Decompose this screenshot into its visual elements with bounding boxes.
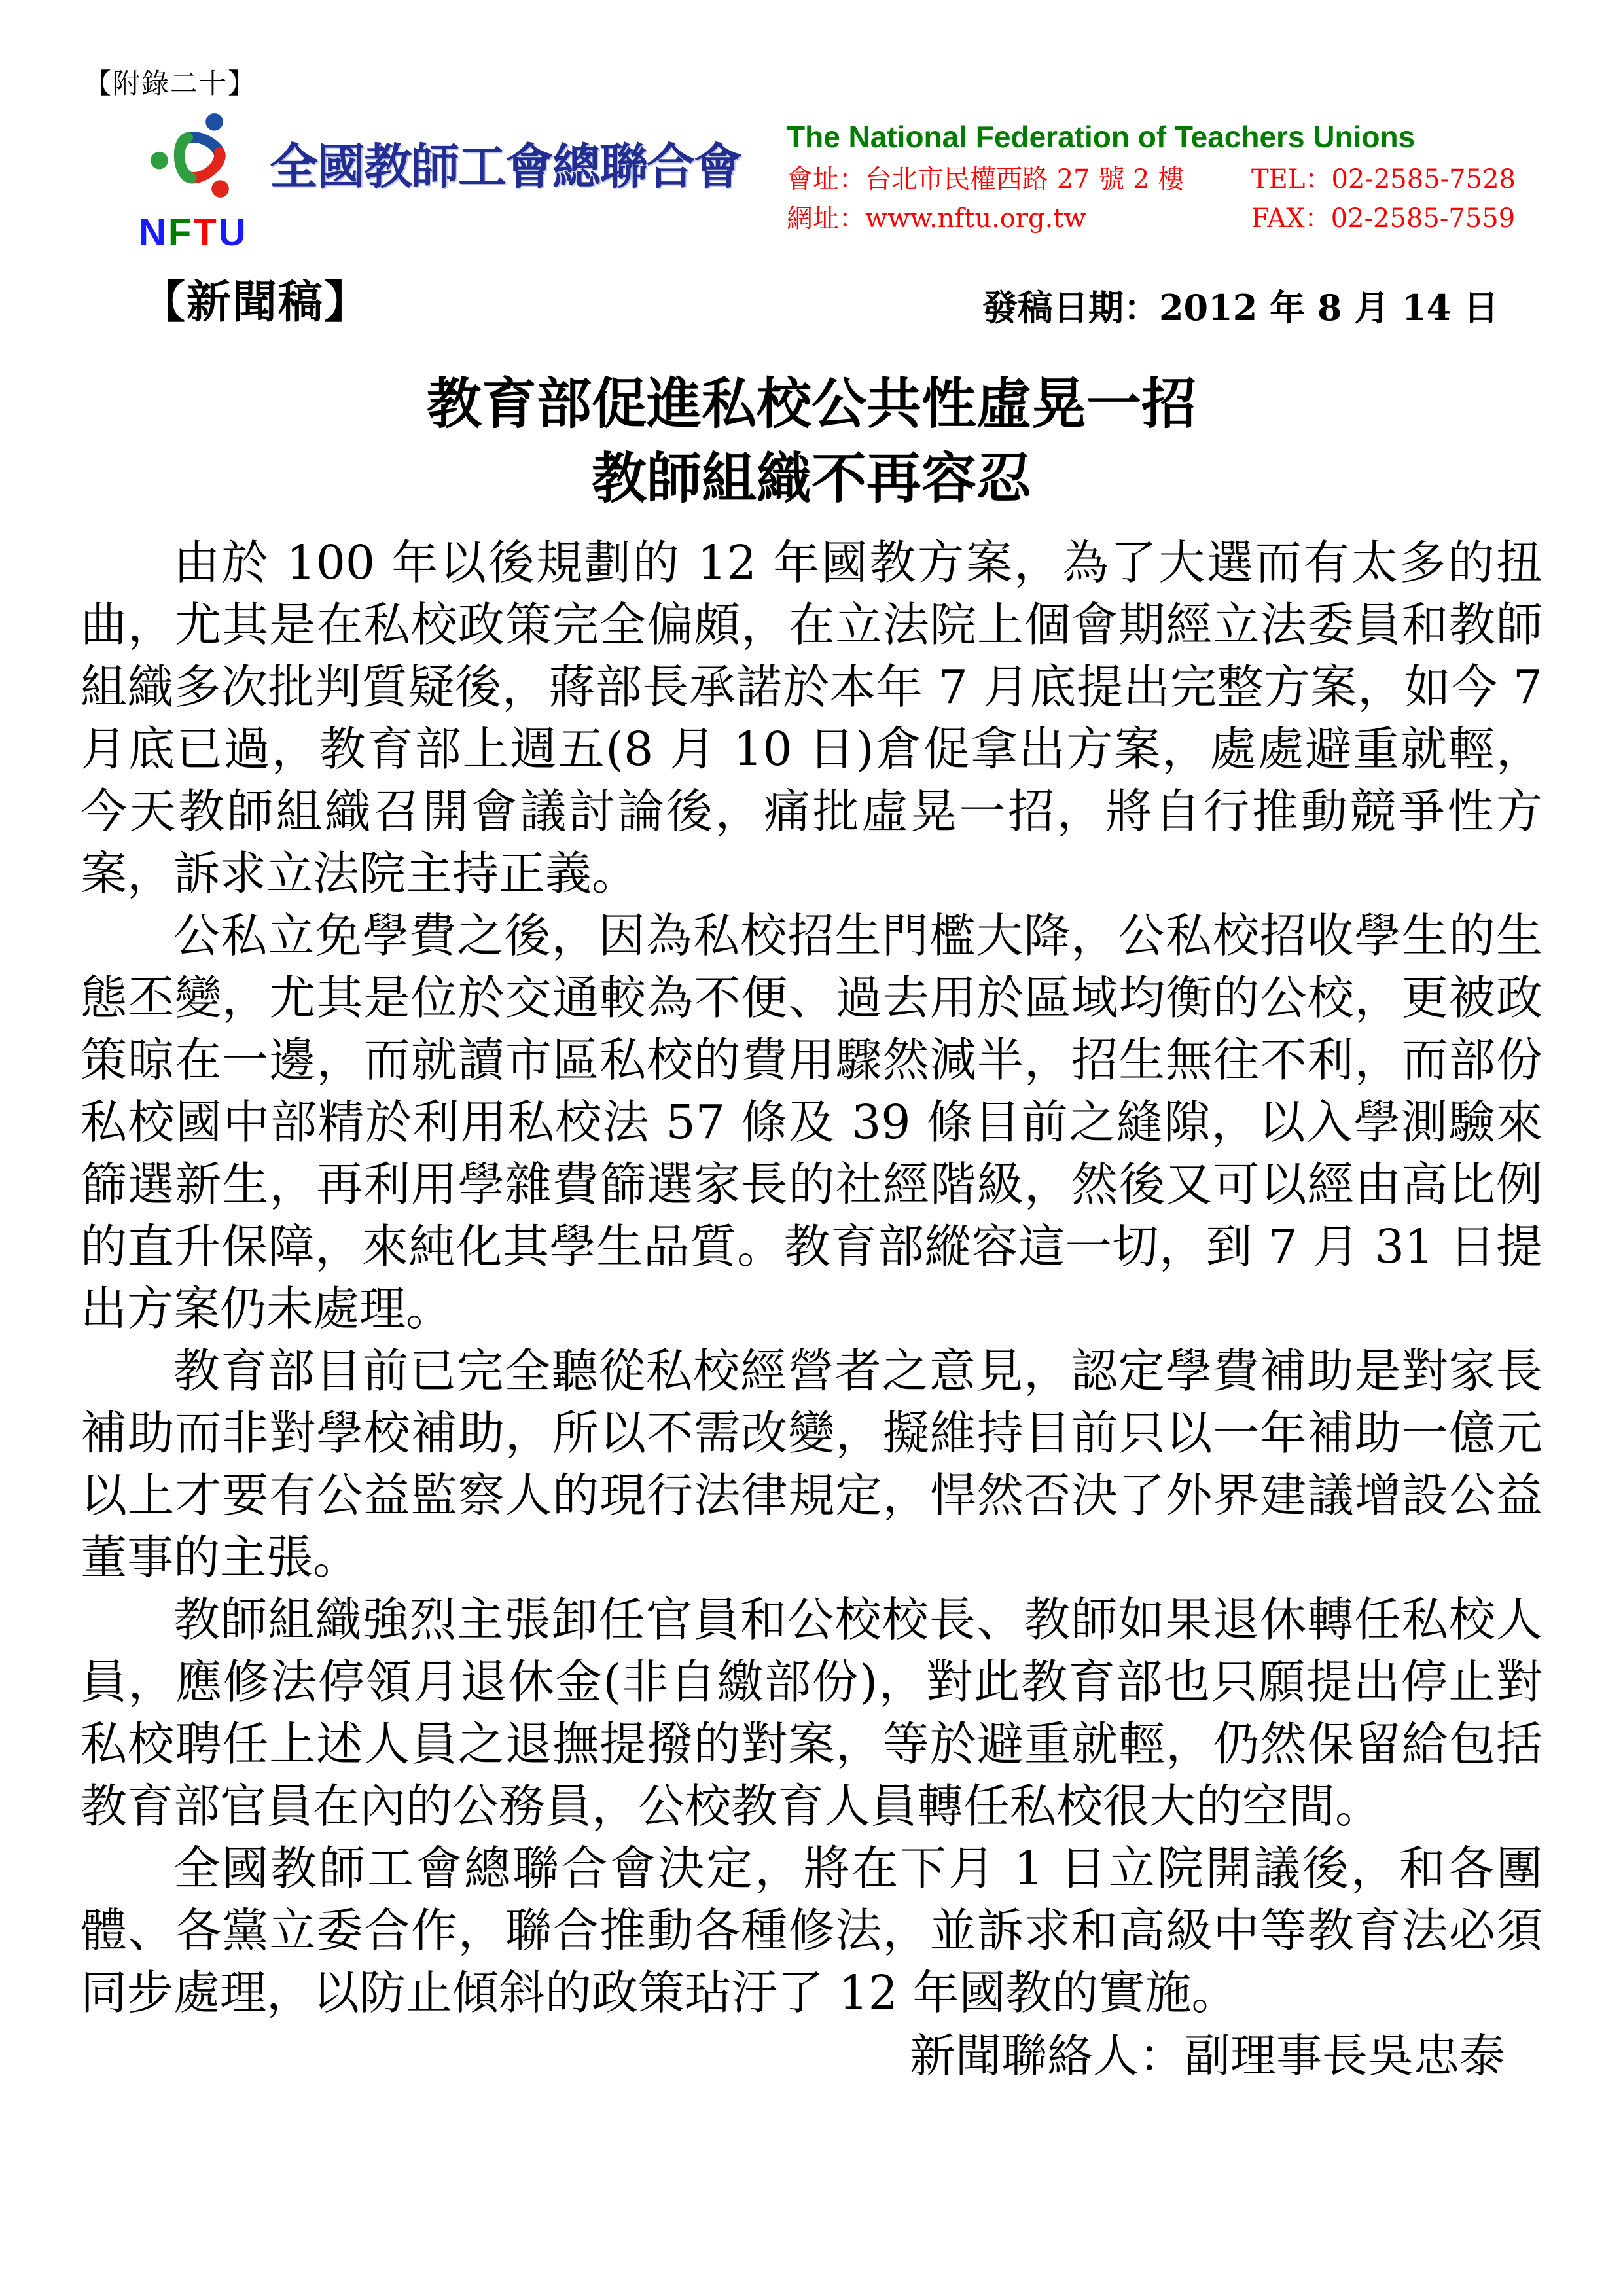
contact-row-1	[787, 158, 1559, 198]
press-release-body	[80, 531, 1543, 2024]
contact-block	[787, 158, 1559, 237]
nftu-letter: T	[193, 211, 219, 254]
body-paragraph: 公私立免學費之後，因為私校招生門檻大降，公私校招收學生的生態丕變，尤其是位於交通較為不便、過去用於區域均衡的公校，更被政策晾在一邊，而就讀市區私校的費用驟然減半，招生無往不利，而部份私校國中部精於利用私校法 57 條及 39 條目前之縫隙，以入學測驗來篩選新生，再利用學雜費篩選家長的社經階級，然後又可以經由高比例的直升保障，來純化其學生品質。教育部縱容這一切，到 7 月 31 日提出方案仍未處理。	[80, 908, 1543, 1336]
nftu-acronym	[139, 211, 248, 255]
release-date: 發稿日期：2012 年 8 月 14 日	[982, 287, 1499, 329]
fax-number: FAX：02-2585-7559	[1251, 204, 1516, 234]
nftu-letter: U	[218, 211, 248, 254]
telephone-number: TEL：02-2585-7528	[1251, 164, 1516, 194]
nftu-logo-icon	[134, 108, 262, 206]
document-title-line-1: 教育部促進私校公共性虛晃一招	[426, 371, 1196, 436]
contact-row-2	[787, 198, 1559, 237]
nftu-letter: F	[168, 211, 194, 254]
press-release-tag: 【新聞稿】	[141, 276, 370, 329]
appendix-label: 【附錄二十】	[84, 67, 257, 99]
document-title	[0, 367, 1623, 516]
body-paragraph: 全國教師工會總聯合會決定，將在下月 1 日立院開議後，和各團體、各黨立委合作，聯合推動各種修法，並訴求和高級中等教育法必須同步處理，以防止傾斜的政策玷汙了 12 年國教的實施。	[80, 1841, 1543, 2020]
nftu-letter: N	[139, 211, 168, 254]
office-address: 會址：台北市民權西路 27 號 2 樓	[787, 164, 1185, 194]
website-url: 網址：www.nftu.org.tw	[787, 204, 1086, 234]
body-paragraph: 教師組織強烈主張卸任官員和公校校長、教師如果退休轉任私校人員，應修法停領月退休金(非自繳部份)，對此教育部也只願提出停止對私校聘任上述人員之退撫提撥的對案，等於避重就輕，仍然保留給包括教育部官員在內的公務員，公校教育人員轉任私校很大的空間。	[80, 1592, 1543, 1833]
body-paragraph: 教育部目前已完全聽從私校經營者之意見，認定學費補助是對家長補助而非對學校補助，所以不需改變，擬維持目前只以一年補助一億元以上才要有公益監察人的現行法律規定，悍然否決了外界建議增設公益董事的主張。	[80, 1344, 1543, 1585]
org-name-english: The National Federation of Teachers Unions	[787, 120, 1416, 154]
document-title-line-2: 教師組織不再容忍	[591, 446, 1031, 511]
body-paragraph: 由於 100 年以後規劃的 12 年國教方案，為了大選而有太多的扭曲，尤其是在私校政策完全偏頗，在立法院上個會期經立法委員和教師組織多次批判質疑後，蔣部長承諾於本年 7 月底提出完整方案，如今 7 月底已過，教育部上週五(8 月 10 日)倉促拿出方案，處處避重就輕，今天教師組織召開會議討論後，痛批虛晃一招，將自行推動競爭性方案，訴求立法院主持正義。	[80, 535, 1543, 901]
org-name-chinese: 全國教師工會總聯合會	[270, 139, 741, 195]
press-contact-line: 新聞聯絡人：副理事長吳忠泰	[910, 2029, 1505, 2083]
